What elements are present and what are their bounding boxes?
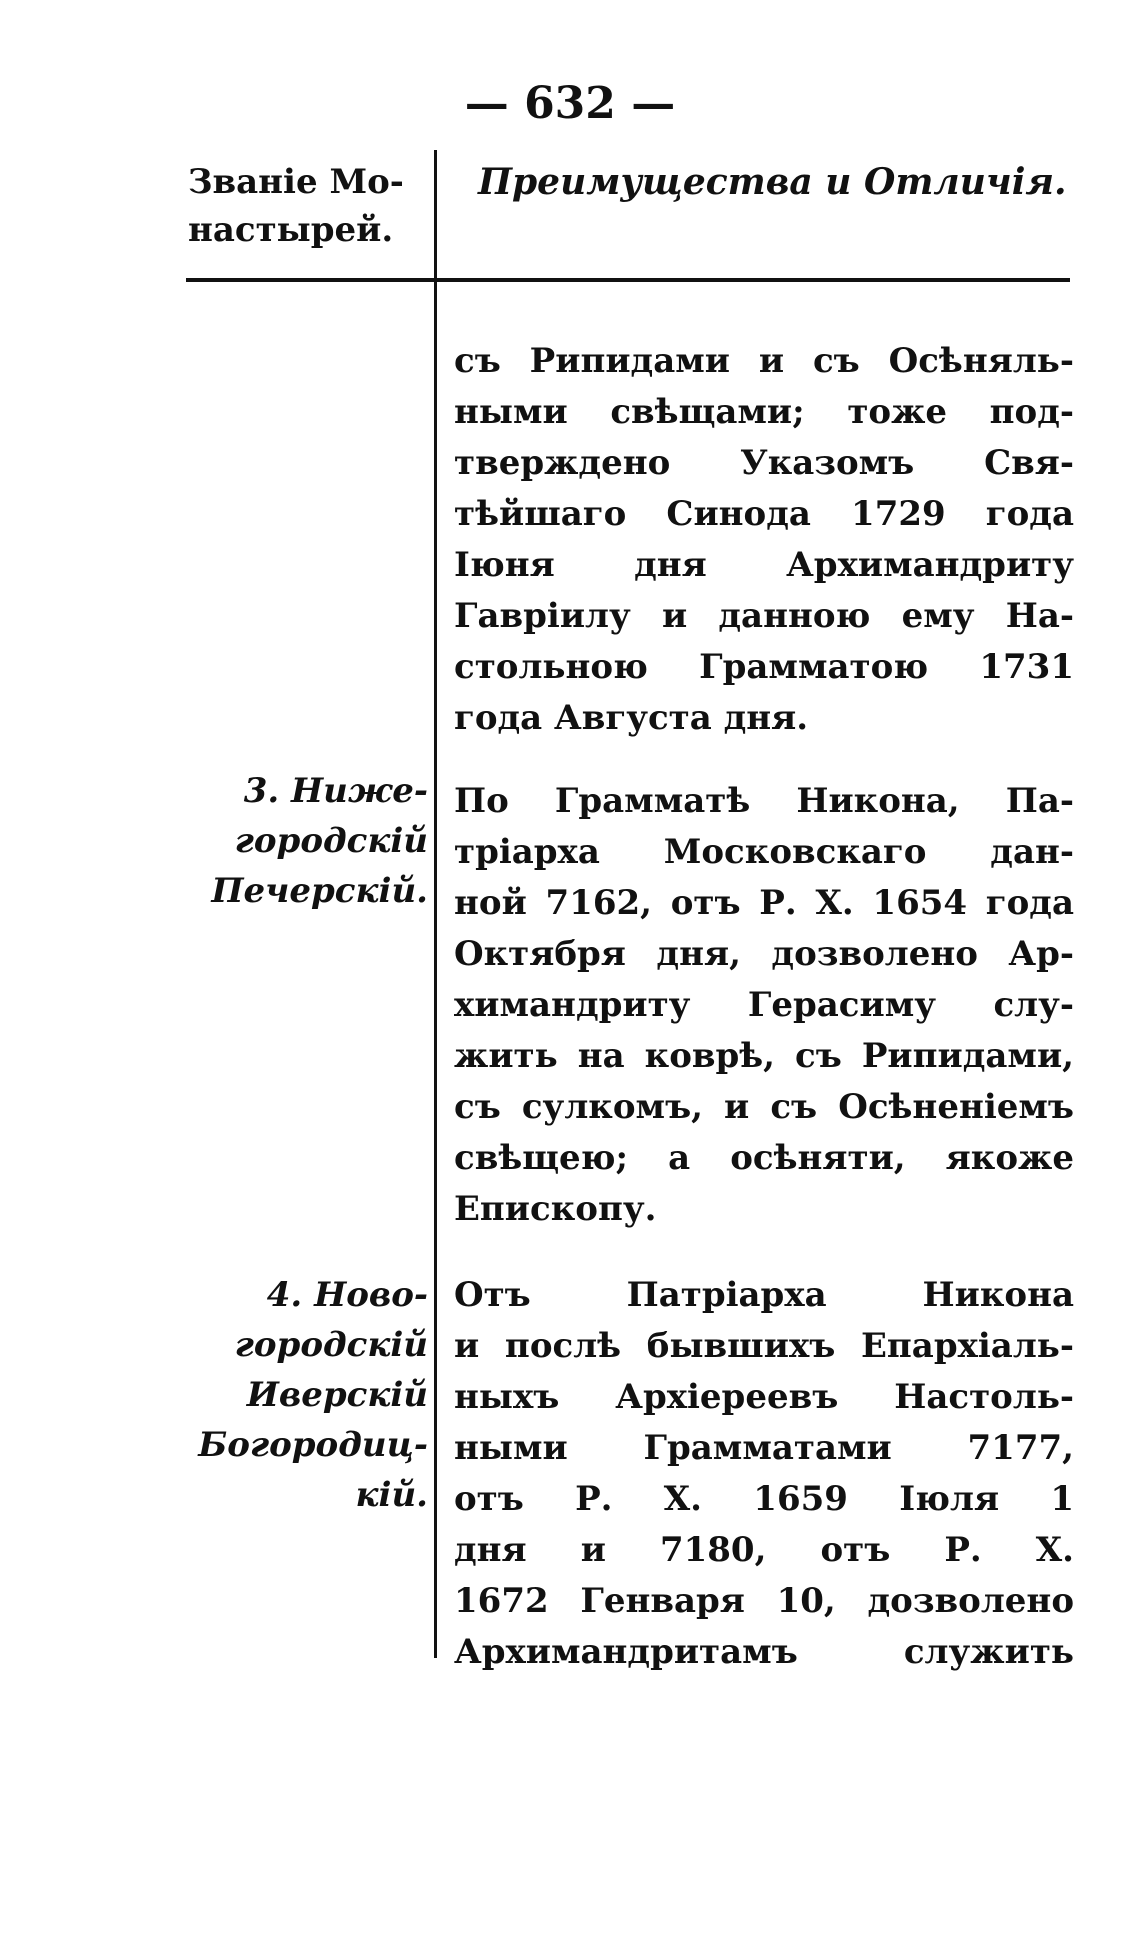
text-line: жить на коврѣ, съ Рипидами, bbox=[454, 1036, 1074, 1076]
entry-3-text bbox=[454, 776, 1074, 1235]
text-line: отъ Р. Х. 1659 Іюля 1 bbox=[454, 1479, 1074, 1519]
text-line: Архимандритамъ служить bbox=[454, 1632, 1074, 1672]
name-line: 4. Ново- bbox=[266, 1275, 428, 1315]
header-left-line: настырей. bbox=[188, 210, 394, 250]
name-line: Печерскій. bbox=[211, 871, 428, 911]
name-line: городскій bbox=[234, 821, 428, 861]
header-column-title-right: Преимущества и Отличія. bbox=[478, 161, 1067, 203]
text-line: ными Грамматами 7177, bbox=[454, 1428, 1074, 1468]
name-line: 3. Ниже- bbox=[243, 771, 428, 811]
text-line: тѣйшаго Синода 1729 года bbox=[454, 494, 1074, 534]
text-line: ной 7162, отъ Р. Х. 1654 года bbox=[454, 883, 1074, 923]
text-line: химандриту Герасиму слу- bbox=[454, 985, 1074, 1025]
text-line: Отъ Патріарха Никона bbox=[454, 1275, 1074, 1315]
text-line: По Грамматѣ Никона, Па- bbox=[454, 781, 1074, 821]
column-divider bbox=[434, 150, 437, 1658]
entry-1-text bbox=[454, 336, 1074, 744]
name-line: Иверскій bbox=[246, 1375, 428, 1415]
text-line: Гавріилу и данною ему На- bbox=[454, 596, 1074, 636]
text-line: года Августа дня. bbox=[454, 698, 809, 738]
header-divider bbox=[186, 278, 1070, 282]
text-line: Октября дня, дозволено Ар- bbox=[454, 934, 1074, 974]
text-line: ными свѣщами; тоже под- bbox=[454, 392, 1074, 432]
text-line: ныхъ Архіереевъ Настоль- bbox=[454, 1377, 1074, 1417]
text-line: тріарха Московскаго дан- bbox=[454, 832, 1074, 872]
header-column-title-left bbox=[188, 158, 428, 254]
entry-4-monastery-name bbox=[188, 1270, 428, 1520]
name-line: городскій bbox=[234, 1325, 428, 1365]
page-number: — 632 — bbox=[464, 78, 676, 129]
entry-4-text bbox=[454, 1270, 1074, 1678]
text-line: 1672 Генваря 10, дозволено bbox=[454, 1581, 1074, 1621]
name-line: Богородиц- bbox=[198, 1425, 428, 1465]
text-line: Іюня дня Архимандриту bbox=[454, 545, 1074, 585]
entry-3-monastery-name bbox=[188, 766, 428, 916]
text-line: свѣщею; а осѣняти, якоже bbox=[454, 1138, 1074, 1178]
text-line: и послѣ бывшихъ Епархіаль- bbox=[454, 1326, 1074, 1366]
text-line: съ сулкомъ, и съ Осѣненіемъ bbox=[454, 1087, 1074, 1127]
text-line: Епископу. bbox=[454, 1189, 657, 1229]
text-line: съ Рипидами и съ Осѣняль- bbox=[454, 341, 1074, 381]
text-line: стольною Грамматою 1731 bbox=[454, 647, 1074, 687]
text-line: тверждено Указомъ Свя- bbox=[454, 443, 1074, 483]
text-line: дня и 7180, отъ Р. Х. bbox=[454, 1530, 1074, 1570]
name-line: кій. bbox=[355, 1475, 428, 1515]
header-left-line: Званіе Мо- bbox=[188, 162, 404, 202]
